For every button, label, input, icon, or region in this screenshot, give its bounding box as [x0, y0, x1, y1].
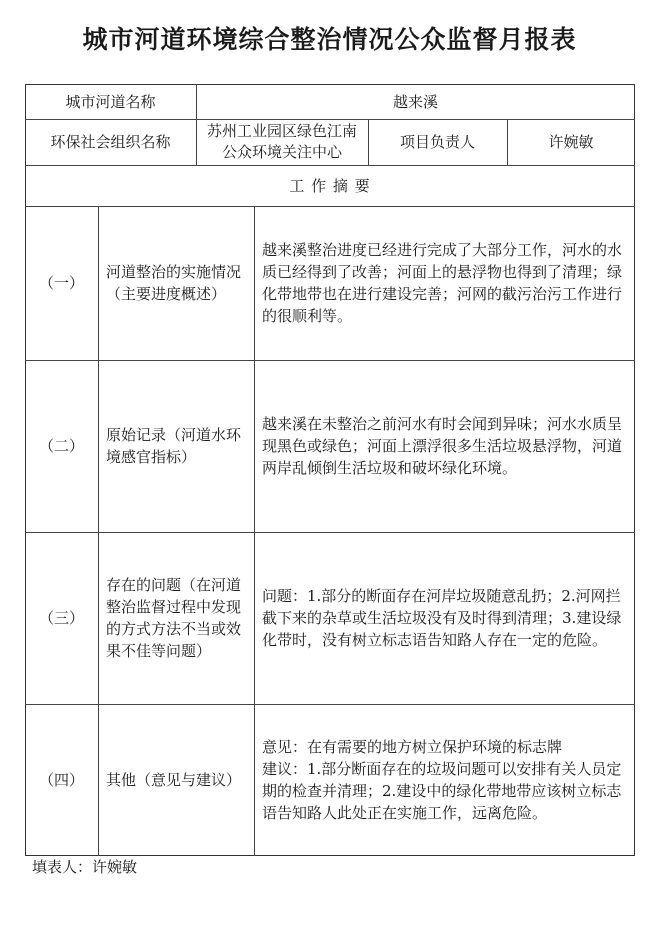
form-filler-name: 许婉敏 — [92, 858, 138, 876]
section-content-text: 越来溪在未整治之前河水有时会闻到异味；河水水质呈现黑色或绿色；河面上漂浮很多生活垃圾悬浮物，河道两岸乱倾倒生活垃圾和破坏绿化环境。 — [262, 415, 623, 477]
section-label: 存在的问题（在河道整治监督过程中发现的方式方法不当或效果不佳等问题） — [106, 576, 242, 660]
river-name-value: 越来溪 — [392, 92, 438, 111]
section-index: （四） — [38, 771, 84, 789]
form-filler — [32, 856, 137, 877]
report-title: 城市河道环境综合整治情况公众监督月报表 — [82, 25, 577, 54]
section-content — [262, 206, 627, 360]
summary-heading: 工 作 摘 要 — [289, 176, 371, 195]
org-name-label: 环保社会组织名称 — [50, 133, 171, 151]
section-label: 原始记录（河道水环境感官指标） — [106, 426, 242, 466]
section-content — [262, 704, 627, 856]
section-content-text: 越来溪整治进度已经进行完成了大部分工作，河水的水质已经得到了改善；河面上的悬浮物也得到了清理；绿化带地带也在进行建设完善；河网的截污治污工作进行的很顺利等。 — [262, 241, 623, 325]
form-filler-label: 填表人： — [32, 858, 93, 876]
section-label: 河道整治的实施情况（主要进度概述） — [106, 263, 242, 303]
project-lead-label: 项目负责人 — [399, 133, 475, 151]
section-content — [262, 532, 627, 704]
river-name-label: 城市河道名称 — [65, 92, 156, 111]
project-lead-value: 许婉敏 — [548, 133, 594, 151]
section-index: （二） — [38, 437, 84, 455]
section-content-text: 问题：1.部分的断面存在河岸垃圾随意乱扔；2.河网拦截下来的杂草或生活垃圾没有及时得到清理；3.建设绿化带时，没有树立标志语告知路人存在一定的危险。 — [262, 587, 622, 649]
section-index: （三） — [38, 609, 84, 627]
org-name-value: 苏州工业园区绿色江南公众环境关注中心 — [206, 122, 357, 161]
section-label: 其他（意见与建议） — [106, 771, 242, 789]
section-content-text: 意见：在有需要的地方树立保护环境的标志牌 建议：1.部分断面存在的垃圾问题可以安排有关人员定期的检查并清理；2.建设中的绿化带地带应该树立标志语告知路人此处正在实施工作，远离危险。 — [262, 738, 622, 822]
section-index: （一） — [38, 274, 84, 292]
section-content — [262, 360, 627, 532]
